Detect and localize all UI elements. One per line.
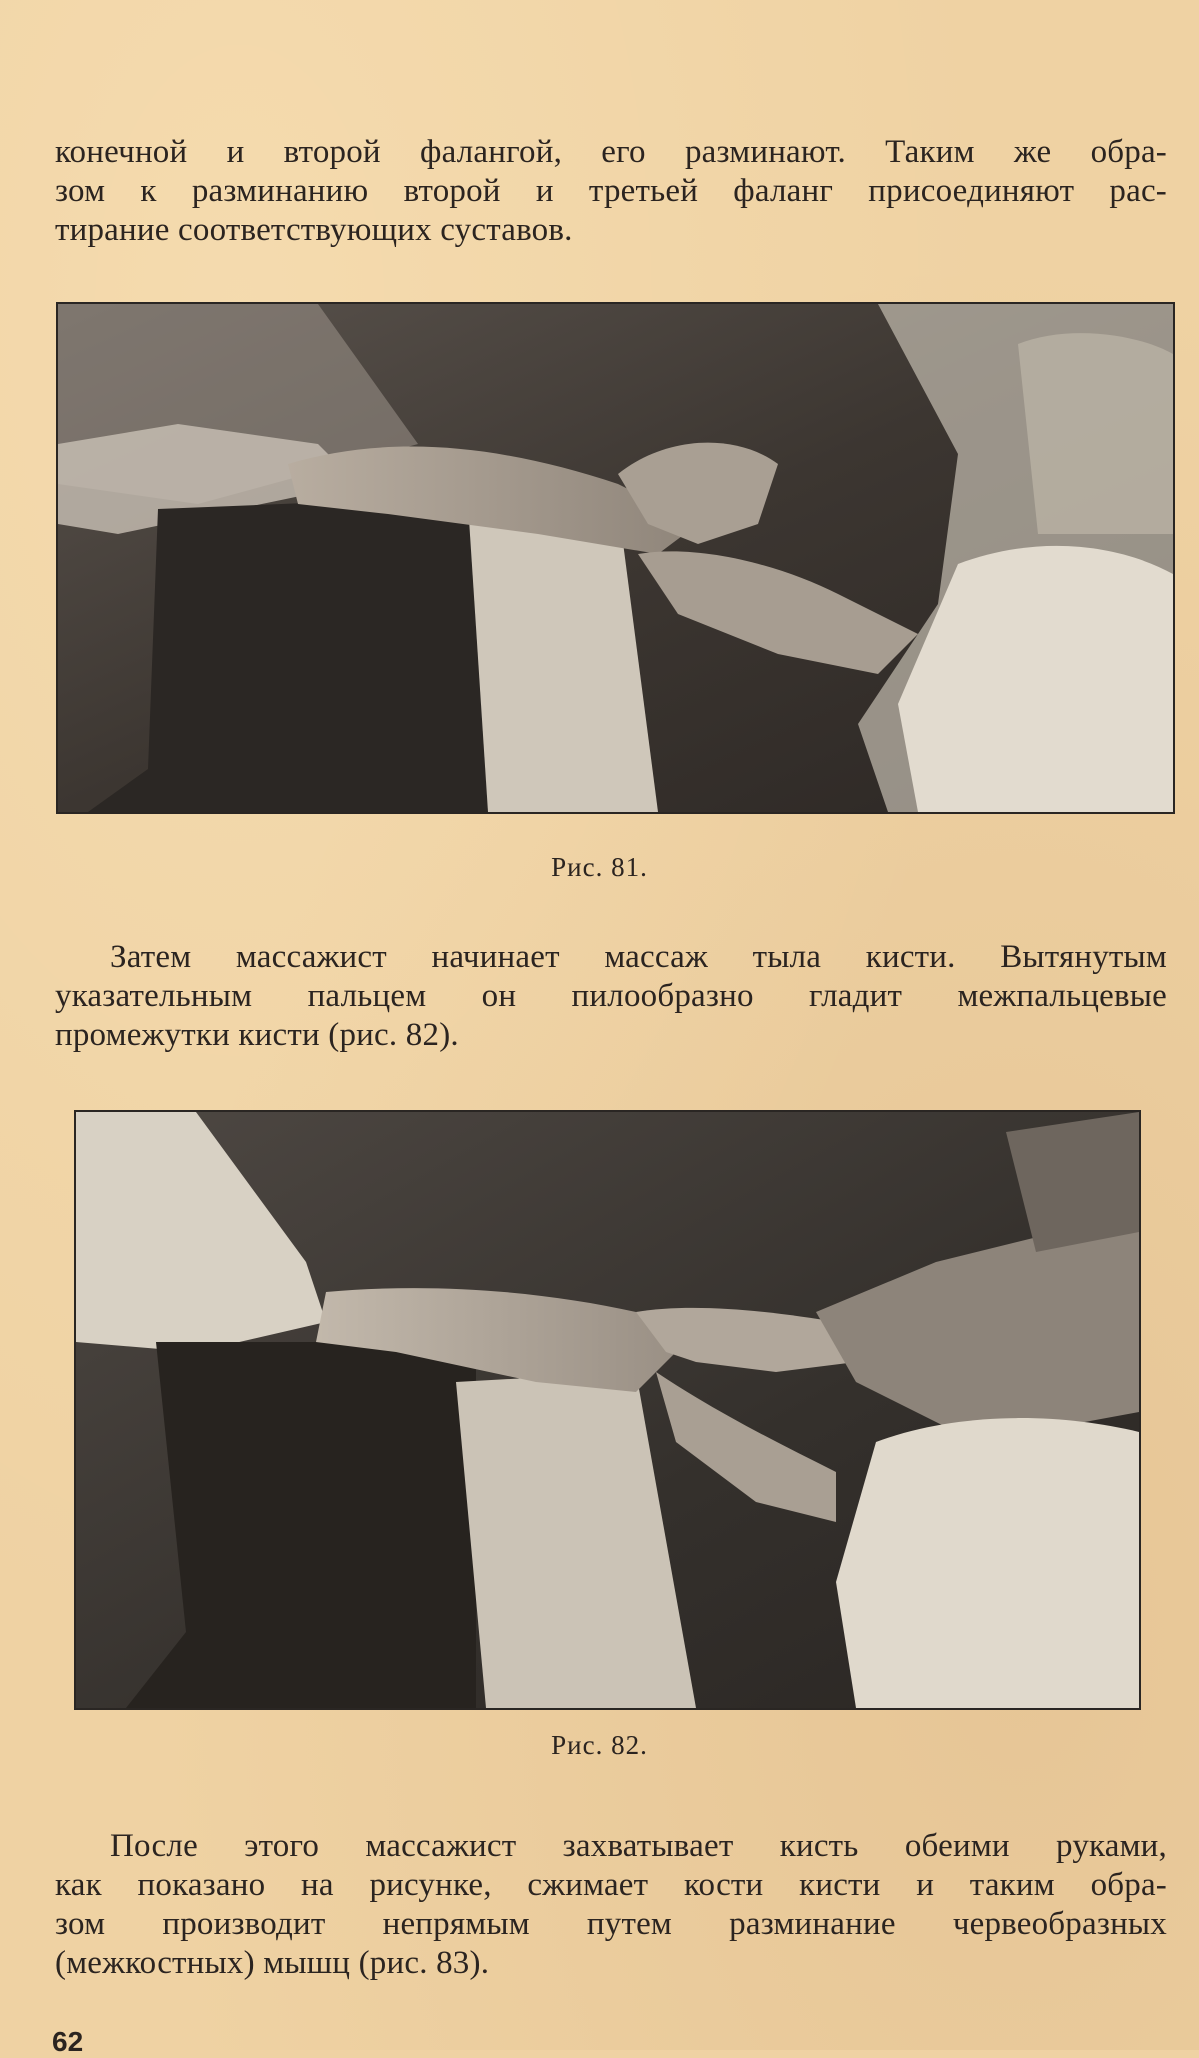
paragraph-continuation bbox=[55, 133, 1167, 250]
text-line: зом производит непрямым путем разминание червеобразных bbox=[55, 1906, 1167, 1942]
text-line: Затем массажист начинает массаж тыла кисти. Вытянутым bbox=[110, 939, 1167, 975]
figure-81-illustration bbox=[58, 304, 1173, 812]
text-line: как показано на рисунке, сжимает кости кисти и таким обра- bbox=[55, 1867, 1167, 1903]
figure-82-photo bbox=[74, 1110, 1141, 1710]
page-number: 62 bbox=[52, 2026, 84, 2057]
text-line: тирание соответствующих суставов. bbox=[55, 212, 573, 248]
text-line: указательным пальцем он пилообразно гладит межпальцевые bbox=[55, 978, 1167, 1014]
paragraph-kneading bbox=[55, 1827, 1167, 1983]
text-line: (межкостных) мышц (рис. 83). bbox=[55, 1945, 490, 1981]
figure-81-caption: Рис. 81. bbox=[551, 852, 648, 882]
figure-82-illustration bbox=[76, 1112, 1139, 1708]
figure-82-caption: Рис. 82. bbox=[551, 1730, 648, 1760]
paragraph-back-of-hand bbox=[55, 938, 1167, 1055]
text-line: После этого массажист захватывает кисть обеими руками, bbox=[110, 1828, 1167, 1864]
text-line: зом к разминанию второй и третьей фаланг присоединяют рас- bbox=[55, 173, 1167, 209]
figure-81-photo bbox=[56, 302, 1175, 814]
text-line: конечной и второй фалангой, его разминают. Таким же обра- bbox=[55, 134, 1167, 170]
text-line: промежутки кисти (рис. 82). bbox=[55, 1017, 459, 1053]
